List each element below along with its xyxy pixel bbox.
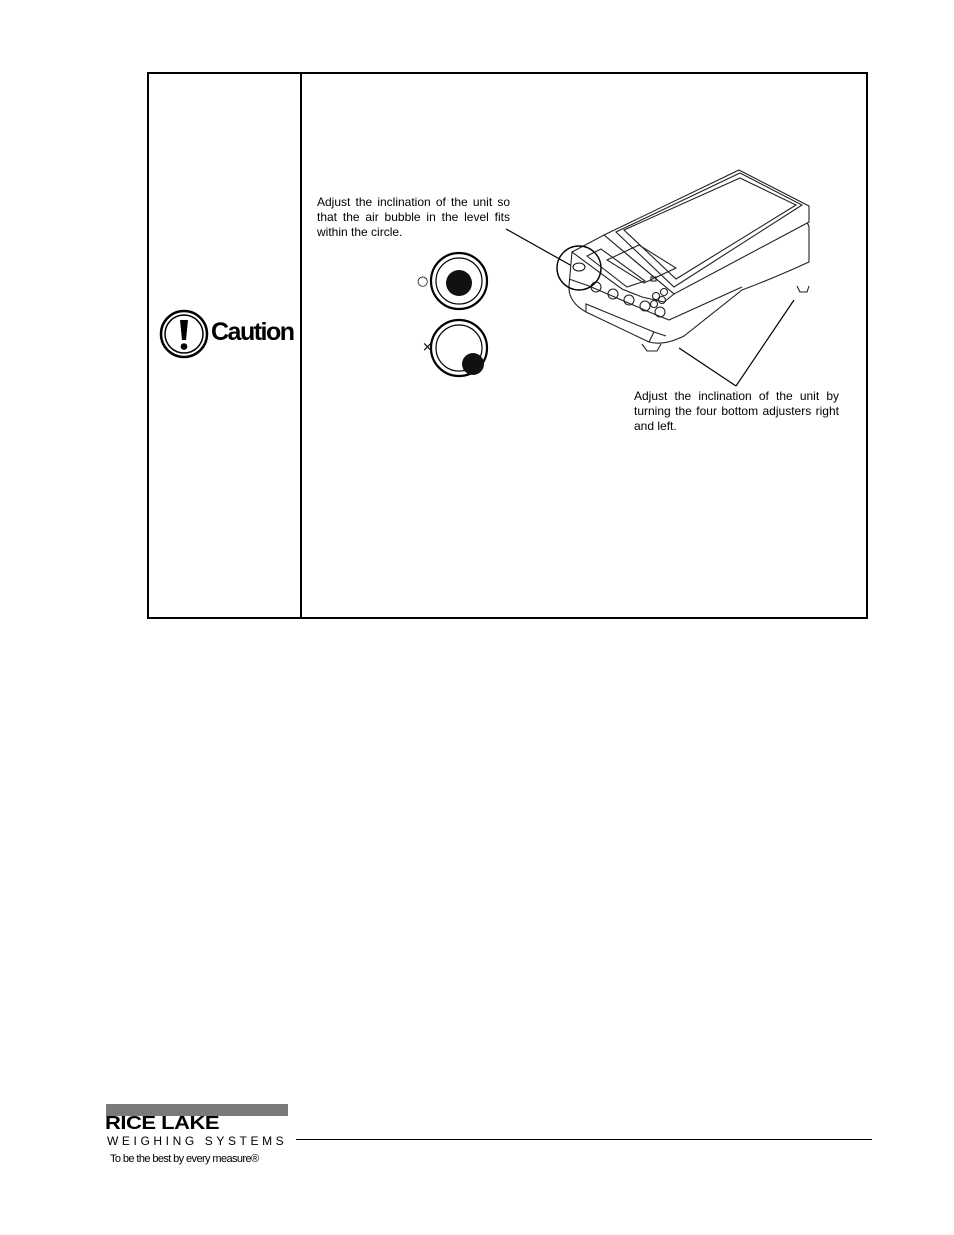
level-correct-example xyxy=(431,253,487,309)
incorrect-mark: × xyxy=(422,340,433,355)
footer-rule xyxy=(296,1139,872,1140)
caution-badge xyxy=(159,308,299,360)
caution-label: Caution xyxy=(211,318,294,346)
caution-icon-cell xyxy=(149,74,302,617)
logo-brand-subtitle: WEIGHING SYSTEMS xyxy=(107,1134,288,1148)
correct-mark: ○ xyxy=(417,274,429,289)
caution-content-cell xyxy=(304,74,866,617)
bottom-adjusters-note: Adjust the inclination of the unit by turning the four bottom adjusters right and left. xyxy=(634,389,839,433)
leader-line-foot-right xyxy=(736,300,794,386)
level-incorrect-example xyxy=(431,320,487,376)
logo-tagline: To be the best by every measure® xyxy=(110,1153,259,1165)
leader-line-level xyxy=(506,229,572,266)
logo-brand-name: RICE LAKE xyxy=(105,1112,220,1134)
leader-line-foot-left xyxy=(679,348,736,386)
exclamation-circle-icon xyxy=(159,308,209,360)
rice-lake-logo xyxy=(105,1104,291,1174)
level-bubble-note: Adjust the inclination of the unit so that the air bubble in the level fits within the circle. xyxy=(317,195,510,239)
balance-body xyxy=(569,170,809,351)
balance-illustration xyxy=(304,74,868,619)
caution-table xyxy=(147,72,868,619)
